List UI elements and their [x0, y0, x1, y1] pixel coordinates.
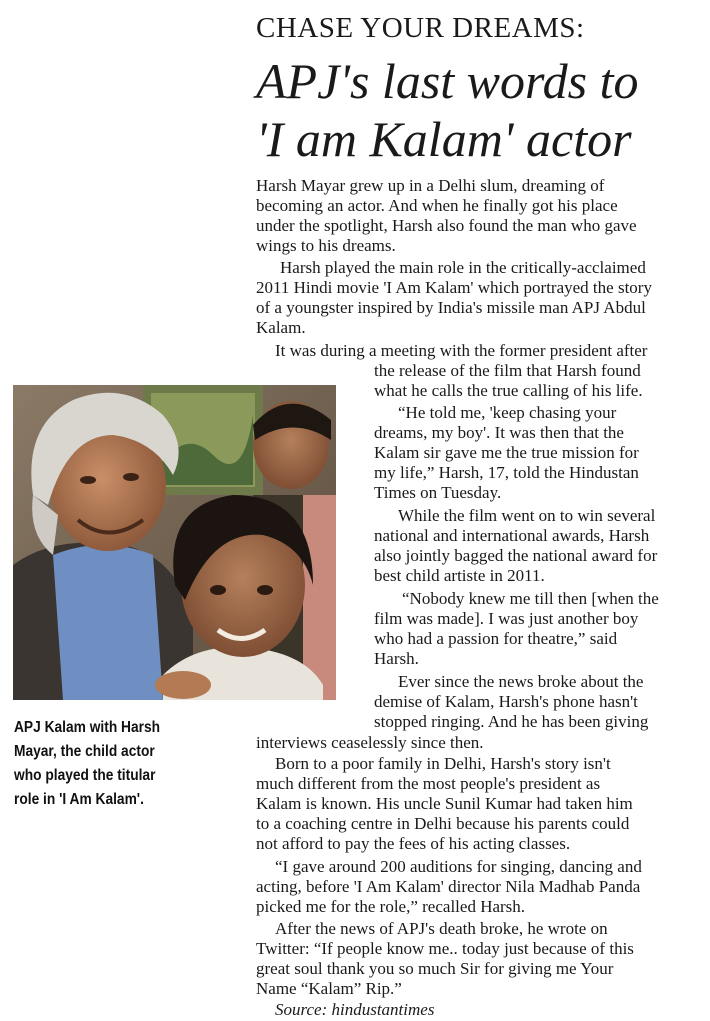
body-line: much different from the most people's president as: [256, 774, 601, 793]
caption-line: role in 'I Am Kalam'.: [14, 791, 144, 808]
body-line: interviews ceaselessly since then.: [256, 733, 484, 752]
body-line: Ever since the news broke about the: [398, 672, 644, 691]
article-photo: [13, 385, 336, 700]
body-line: 2011 Hindi movie 'I Am Kalam' which portrayed the story: [256, 278, 652, 297]
body-line: Born to a poor family in Delhi, Harsh's story isn't: [275, 754, 611, 773]
body-line: Harsh.: [374, 649, 419, 668]
body-line: Name “Kalam” Rip.”: [256, 979, 402, 998]
body-line: what he calls the true calling of his life.: [374, 381, 643, 400]
body-line: Kalam sir gave me the true mission for: [374, 443, 639, 462]
body-line: dreams, my boy'. It was then that the: [374, 423, 624, 442]
body-line: my life,” Harsh, 17, told the Hindustan: [374, 463, 639, 482]
body-line: the release of the film that Harsh found: [374, 361, 641, 380]
body-line: Twitter: “If people know me.. today just because of this: [256, 939, 634, 958]
caption-line: who played the titular: [14, 767, 156, 784]
article-source: Source: hindustantimes: [275, 1000, 435, 1019]
body-line: Times on Tuesday.: [374, 483, 502, 502]
body-line: “I gave around 200 auditions for singing, dancing and: [275, 857, 642, 876]
body-line: stopped ringing. And he has been giving: [374, 712, 649, 731]
body-line: Kalam is known. His uncle Sunil Kumar had taken him: [256, 794, 633, 813]
caption-line: Mayar, the child actor: [14, 743, 155, 760]
body-line: Harsh Mayar grew up in a Delhi slum, dreaming of: [256, 176, 605, 195]
body-line: Harsh played the main role in the critically-acclaimed: [280, 258, 646, 277]
headline-line-1: APJ's last words to: [256, 53, 639, 109]
body-line: film was made]. I was just another boy: [374, 609, 639, 628]
article-headline: [256, 52, 706, 168]
article-kicker: CHASE YOUR DREAMS:: [256, 12, 585, 44]
body-line: “He told me, 'keep chasing your: [398, 403, 617, 422]
body-line: It was during a meeting with the former president after: [275, 341, 648, 360]
photo-illustration: [13, 385, 336, 700]
body-line: “Nobody knew me till then [when the: [402, 589, 659, 608]
body-line: While the film went on to win several: [398, 506, 656, 525]
headline-line-2: 'I am Kalam' actor: [256, 111, 632, 167]
body-line: picked me for the role,” recalled Harsh.: [256, 897, 526, 916]
caption-line: APJ Kalam with Harsh: [14, 719, 161, 736]
body-line: who had a passion for theatre,” said: [374, 629, 618, 648]
body-line: of a youngster inspired by India's missile man APJ Abdul: [256, 298, 646, 317]
body-line: Kalam.: [256, 318, 306, 337]
body-line: to a coaching centre in Delhi because his parents could: [256, 814, 630, 833]
body-line: becoming an actor. And when he finally got his place: [256, 196, 618, 215]
body-line: also jointly bagged the national award for: [374, 546, 658, 565]
body-line: national and international awards, Harsh: [374, 526, 650, 545]
body-line: not afford to pay the fees of his acting classes.: [256, 834, 571, 853]
body-line: great soul thank you so much Sir for giving me Your: [256, 959, 614, 978]
body-line: demise of Kalam, Harsh's phone hasn't: [374, 692, 638, 711]
body-line: under the spotlight, Harsh also found the man who gave: [256, 216, 637, 235]
body-line: best child artiste in 2011.: [374, 566, 545, 585]
body-line: acting, before 'I Am Kalam' director Nila Madhab Panda: [256, 877, 641, 896]
body-line: wings to his dreams.: [256, 236, 396, 255]
photo-caption: [14, 716, 212, 812]
body-line: After the news of APJ's death broke, he wrote on: [275, 919, 608, 938]
